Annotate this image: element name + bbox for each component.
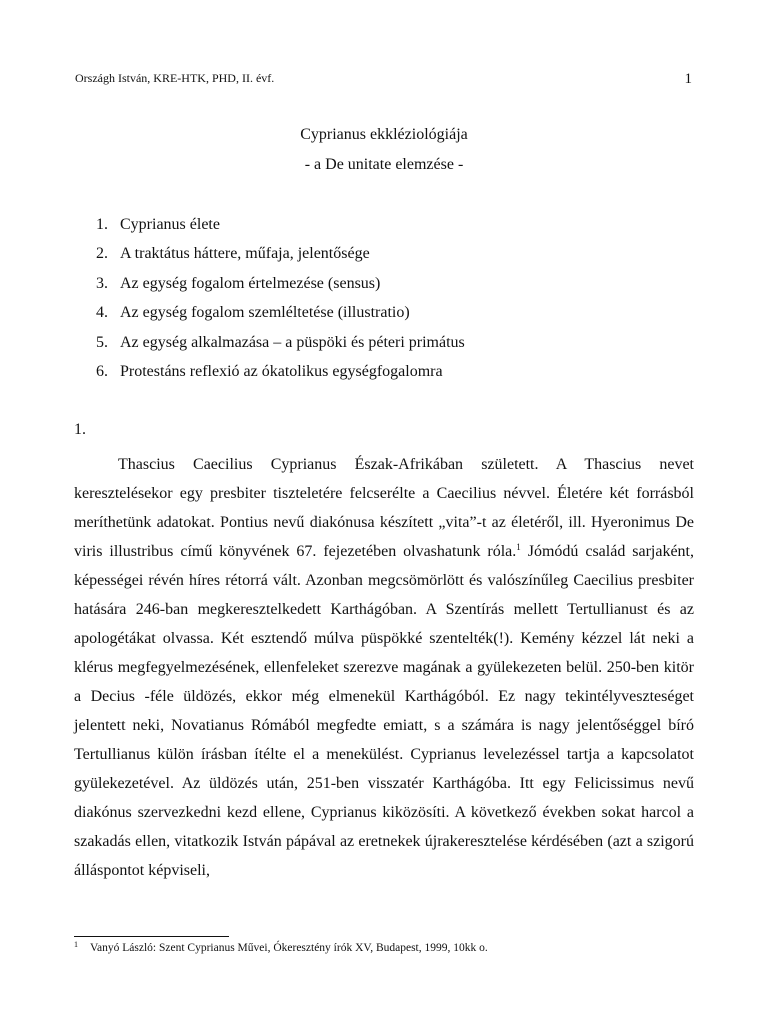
section-number: 1. [74, 421, 86, 438]
toc-item-number: 5. [96, 333, 108, 351]
toc-item-number: 6. [96, 362, 108, 380]
footnote [74, 940, 488, 954]
footnote-mark: 1 [74, 940, 78, 949]
toc-item-text: Az egység fogalom szemléltetése (illustratio) [120, 304, 410, 322]
document-title: Cyprianus ekkléziológiája [300, 126, 468, 143]
toc-item [96, 243, 465, 272]
footnote-separator [74, 936, 229, 937]
toc-item-number: 3. [96, 274, 108, 292]
toc-item [96, 332, 465, 361]
toc-item-text: Az egység alkalmazása – a püspöki és péteri primátus [120, 333, 465, 351]
footnote-reference: 1 [516, 542, 521, 552]
document-subtitle: - a De unitate elemzése - [304, 156, 464, 173]
toc-item-text: Az egység fogalom értelmezése (sensus) [120, 274, 381, 292]
toc-item-text: Cyprianus élete [120, 216, 220, 233]
body-paragraph [74, 450, 694, 885]
page-number: 1 [684, 71, 692, 87]
paragraph-text-rest: Jómódú család sarjaként, képességei révén híres rétorrá vált. Azonban megcsömörlött és valószínűleg Caecilius presbiter hatására 246-ban megkeresztelkedett Karthágóban. A Szentírás mellett Tertullianust és az apologétákat olvassa. Két esztendő múlva püspökké szentelték(!). Kemény kézzel lát neki a klérus megfegyelmezésének, ellenfeleket szerezve magának a gyülekezeten belül. 250-ben kitör a Decius -féle üldözés, ekkor még elmenekül Karthágóból. Ez nagy tekintélyveszteséget jelentett neki, Novatianus Rómából megfedte emiatt, s a számára is nagy jelentőséggel bíró Tertullianus külön írásban ítélte el a menekülést. Cyprianus levelezéssel tartja a kapcsolatot gyülekezetével. Az üldözés után, 251-ben visszatér Karthágóba. Itt egy Felicissimus nevű diakónus szervezkedni kezd ellene, Cyprianus kiközösíti. A következő években sokat harcol a szakadás ellen, vitatkozik István pápával az eretnekek újrakeresztelése kérdésében (azt a szigorú álláspontot képviseli, [74, 543, 695, 879]
toc-item-text: Protestáns reflexió az ókatolikus egységfogalomra [120, 362, 443, 380]
toc-item-number: 1. [96, 216, 108, 233]
table-of-contents [96, 214, 465, 390]
toc-item [96, 302, 465, 331]
toc-item-number: 4. [96, 304, 108, 322]
toc-item [96, 214, 465, 243]
toc-item-number: 2. [96, 245, 108, 263]
page-header [75, 71, 692, 89]
header-author-line: Országh István, KRE-HTK, PHD, II. évf. [75, 71, 275, 85]
footnote-text: Vanyó László: Szent Cyprianus Művei, Ókeresztény írók XV, Budapest, 1999, 10kk o. [90, 942, 488, 954]
toc-item-text: A traktátus háttere, műfaja, jelentősége [120, 245, 370, 263]
paragraph-text-start: Thascius Caecilius Cyprianus Észak-Afrikában született. A Thascius nevet keresztelésekor egy presbiter tiszteletére felcserélte a Caecilius névvel. Életére két forrásból meríthetünk adatokat. Pontius nevű diakónusa készített „vita”-t az életéről, ill. Hyeronimus De viris illustribus című könyvének 67. fejezetében olvashatunk róla. [74, 456, 694, 560]
toc-item [96, 273, 465, 302]
toc-item [96, 361, 465, 390]
